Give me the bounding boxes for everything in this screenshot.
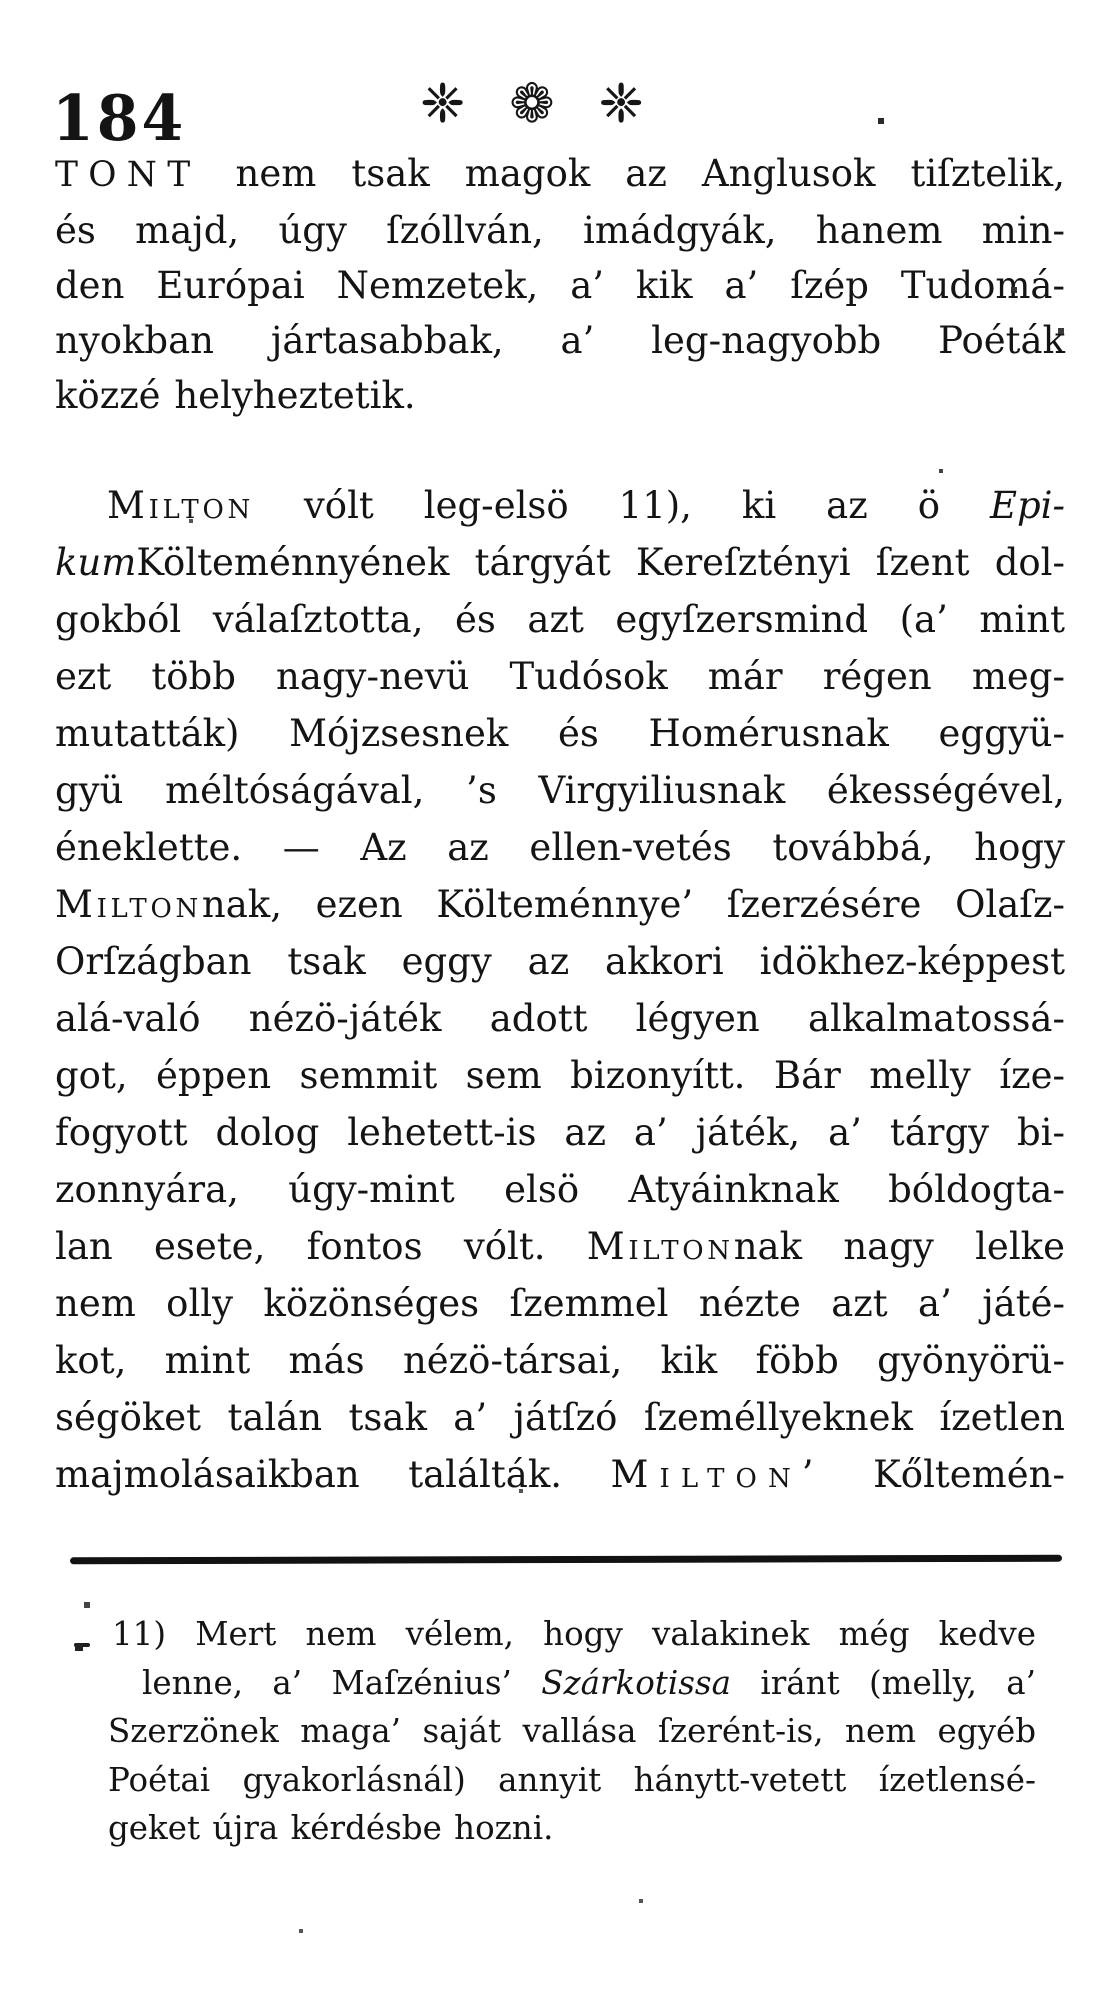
- text-run: közzé helyheztetik.: [55, 374, 416, 417]
- rosette-icon: ❁: [509, 72, 555, 135]
- text-line: [108, 1756, 1036, 1805]
- text-run: ezt több nagy-nevü Tudósok már régen meg-: [55, 655, 1065, 698]
- text-run: majmolásaikban találták.: [55, 1453, 611, 1496]
- text-line: [55, 876, 1065, 933]
- text-line: [55, 146, 1065, 203]
- text-run: fogyott dolog lehetett-is az a’ játék, a’ tárgy bi-: [55, 1111, 1065, 1154]
- text-run: éneklette. — Az az ellen-vetés továbbá, hogy: [55, 826, 1065, 869]
- text-run: gyü méltóságával, ’s Virgyiliusnak ékességével,: [55, 769, 1065, 812]
- text-run: TONT: [55, 155, 201, 195]
- text-run: Epi-: [989, 484, 1065, 527]
- text-line: [55, 1275, 1065, 1332]
- text-line: [55, 258, 1065, 313]
- text-run: den Európai Nemzetek, a’ kik a’ ſzép Tudomá-: [55, 264, 1065, 307]
- text-run: kum: [55, 541, 137, 584]
- text-run: kot, mint más nézö-társai, kik föbb gyönyörü-: [55, 1339, 1065, 1382]
- text-run: mutatták) Mójzsesnek és Homérusnak eggyü-: [55, 712, 1065, 755]
- text-run: lenne, a’ Maſzénius’: [142, 1663, 542, 1702]
- text-line: [108, 1659, 1036, 1708]
- text-run: vólt leg-elsö 11), ki az ö: [253, 484, 990, 527]
- text-line: [55, 203, 1065, 258]
- text-run: iránt (melly, a’: [730, 1663, 1036, 1702]
- text-run: és majd, úgy ſzóllván, imádgyák, hanem min-: [55, 209, 1065, 252]
- text-line: [55, 1218, 1065, 1275]
- text-line: [55, 368, 1065, 423]
- text-run: Poétai gyakorlásnál) annyit hánytt-vetett ízetlensé-: [108, 1760, 1036, 1799]
- text-line: [108, 1610, 1036, 1659]
- text-line: [55, 534, 1065, 591]
- text-run: Milton’: [610, 1453, 825, 1496]
- fleuron-icon: ❈: [598, 72, 644, 135]
- text-line: [55, 1047, 1065, 1104]
- text-line: [55, 1161, 1065, 1218]
- text-line: [55, 990, 1065, 1047]
- text-line: [55, 648, 1065, 705]
- text-line: [55, 705, 1065, 762]
- paragraph: [55, 146, 1065, 423]
- text-line: [55, 1332, 1065, 1389]
- text-run: Szerzönek maga’ saját vallása ſzerént-is, nem egyéb: [108, 1712, 1036, 1750]
- paragraph: [55, 477, 1065, 1503]
- text-run: Orſzágban tsak eggy az akkori idökhez-képpest: [55, 940, 1065, 983]
- text-run: Milton: [55, 883, 202, 926]
- scan-specks: [0, 0, 2, 2]
- text-run: got, éppen semmit sem bizonyítt. Bár melly íze-: [55, 1054, 1065, 1097]
- text-line: [108, 1707, 1036, 1756]
- text-run: Kőltemén-: [824, 1453, 1065, 1496]
- text-run: Milton: [107, 484, 254, 527]
- text-line: [55, 819, 1065, 876]
- text-line: [108, 1804, 1036, 1853]
- fleuron-icon: ❈: [420, 72, 466, 135]
- text-run: Költeménnyének tárgyát Kereſztényi ſzent dol-: [136, 541, 1065, 584]
- footnote: [108, 1610, 1036, 1853]
- text-run: lan esete, fontos vólt.: [55, 1225, 587, 1268]
- text-line: [55, 1104, 1065, 1161]
- text-line: [55, 762, 1065, 819]
- text-run: gokból válaſztotta, és azt egyſzersmind (a’ mint: [55, 598, 1065, 641]
- text-run: alá-való nézö-játék adott légyen alkalmatossá-: [55, 997, 1065, 1040]
- stray-ink-mark: [74, 1643, 90, 1647]
- text-run: nem tsak magok az Anglusok tiſztelik,: [200, 152, 1065, 195]
- text-run: nak nagy lelke: [733, 1225, 1065, 1268]
- text-line: [55, 591, 1065, 648]
- text-run: geket újra kérdésbe hozni.: [108, 1809, 554, 1847]
- text-run: Milton: [586, 1225, 734, 1268]
- body-text: [55, 146, 1065, 1503]
- text-line: [55, 933, 1065, 990]
- text-run: zonnyára, úgy-mint elsö Atyáinknak bóldogta-: [55, 1168, 1065, 1211]
- header-ornament-row: [420, 74, 644, 134]
- text-run: nyokban jártasabbak, a’ leg-nagyobb Poéták: [55, 319, 1065, 362]
- text-run: ségöket talán tsak a’ játſzó ſzeméllyeknek ízetlen: [55, 1396, 1065, 1439]
- text-line: [55, 477, 1065, 534]
- text-run: nem olly közönséges ſzemmel nézte azt a’ játé-: [55, 1282, 1065, 1325]
- page-number: 184: [52, 82, 187, 156]
- text-line: [55, 313, 1065, 368]
- text-run: Szárkotissa: [541, 1663, 731, 1702]
- footnote-rule: [70, 1555, 1062, 1565]
- text-line: [55, 1446, 1065, 1503]
- text-line: [55, 1389, 1065, 1446]
- text-run: 11) Mert nem vélem, hogy valakinek még kedve: [112, 1615, 1036, 1653]
- text-run: nak, ezen Költeménnye’ ſzerzésére Olaſz-: [201, 883, 1065, 926]
